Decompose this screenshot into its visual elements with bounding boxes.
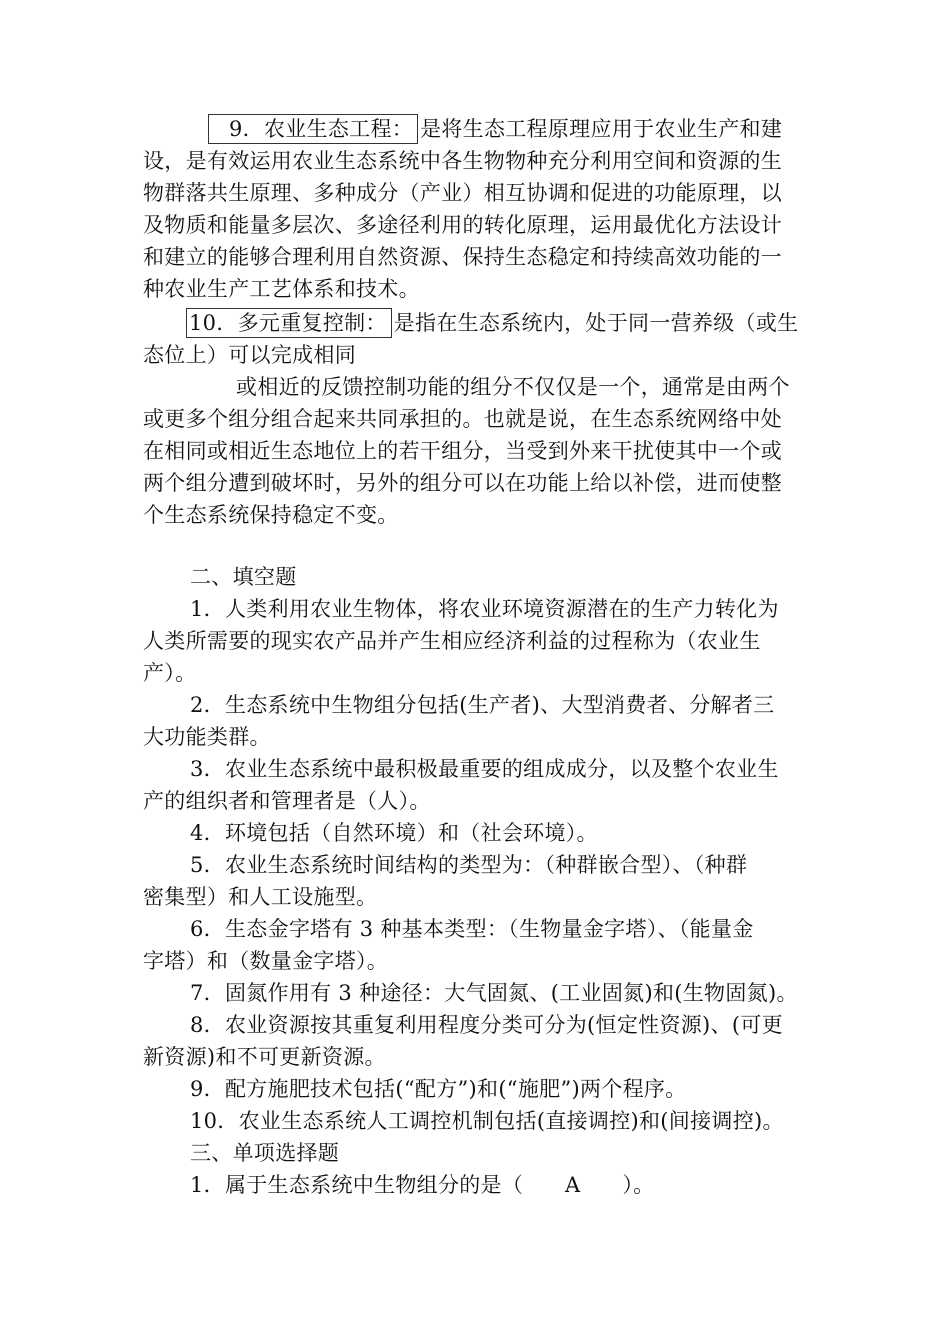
section-heading: 三、单项选择题 [190, 1141, 340, 1165]
definition-text: 是指在生态系统内，处于同一营养级（或生 [393, 311, 799, 335]
definition-10-first-line [186, 306, 798, 340]
definition-line: 态位上）可以完成相同 [143, 343, 356, 367]
definition-line: 两个组分遭到破坏时，另外的组分可以在功能上给以补偿，进而使整 [143, 471, 782, 495]
question-6-line: 字塔）和（数量金字塔）。 [143, 949, 389, 973]
definition-term-box: 9．农业生态工程： [208, 114, 418, 144]
definition-term-box: 10．多元重复控制： [186, 308, 392, 338]
question-9-line: 9．配方施肥技术包括(“配方”)和(“施肥”)两个程序。 [190, 1077, 687, 1101]
definition-line: 在相同或相近生态地位上的若干组分，当受到外来干扰使其中一个或 [143, 439, 782, 463]
question-10-line: 10．农业生态系统人工调控机制包括(直接调控)和(间接调控)。 [190, 1109, 784, 1133]
definition-line: 和建立的能够合理利用自然资源、保持生态稳定和持续高效功能的一 [143, 245, 782, 269]
question-8-line: 8．农业资源按其重复利用程度分类可分为(恒定性资源)、(可更 [190, 1013, 783, 1037]
question-1-line: 人类所需要的现实农产品并产生相应经济利益的过程称为（农业生 [143, 629, 761, 653]
question-2-line: 大功能类群。 [143, 725, 271, 749]
choice-question-1-line: 1．属于生态系统中生物组分的是（ A ）。 [190, 1173, 655, 1197]
question-8-line: 新资源)和不可更新资源。 [143, 1045, 386, 1069]
definition-line: 设，是有效运用农业生态系统中各生物物种充分利用空间和资源的生 [143, 149, 782, 173]
question-5-line: 密集型）和人工设施型。 [143, 885, 378, 909]
definition-text: 是将生态工程原理应用于农业生产和建 [420, 117, 783, 141]
question-1-line: 1．人类利用农业生物体，将农业环境资源潜在的生产力转化为 [190, 597, 779, 621]
question-1-line: 产）。 [143, 661, 197, 685]
definition-line: 或更多个组分组合起来共同承担的。也就是说，在生态系统网络中处 [143, 407, 782, 431]
question-3-line: 3．农业生态系统中最积极最重要的组成成分，以及整个农业生 [190, 757, 779, 781]
definition-line: 物群落共生原理、多种成分（产业）相互协调和促进的功能原理，以 [143, 181, 782, 205]
definition-9-first-line [208, 112, 782, 146]
definition-line: 个生态系统保持稳定不变。 [143, 503, 399, 527]
question-5-line: 5．农业生态系统时间结构的类型为：（种群嵌合型）、（种群 [190, 853, 748, 877]
definition-line: 及物质和能量多层次、多途径利用的转化原理，运用最优化方法设计 [143, 213, 782, 237]
definition-line: 种农业生产工艺体系和技术。 [143, 277, 420, 301]
question-4-line: 4．环境包括（自然环境）和（社会环境）。 [190, 821, 598, 845]
section-heading: 二、填空题 [190, 565, 297, 589]
question-3-line: 产的组织者和管理者是（人）。 [143, 789, 431, 813]
question-6-line: 6．生态金字塔有 3 种基本类型：（生物量金字塔）、（能量金 [190, 917, 754, 941]
question-2-line: 2．生态系统中生物组分包括(生产者)、大型消费者、分解者三 [190, 693, 775, 717]
definition-line: 或相近的反馈控制功能的组分不仅仅是一个，通常是由两个 [236, 375, 790, 399]
question-7-line: 7．固氮作用有 3 种途径：大气固氮、(工业固氮)和(生物固氮)。 [190, 981, 798, 1005]
